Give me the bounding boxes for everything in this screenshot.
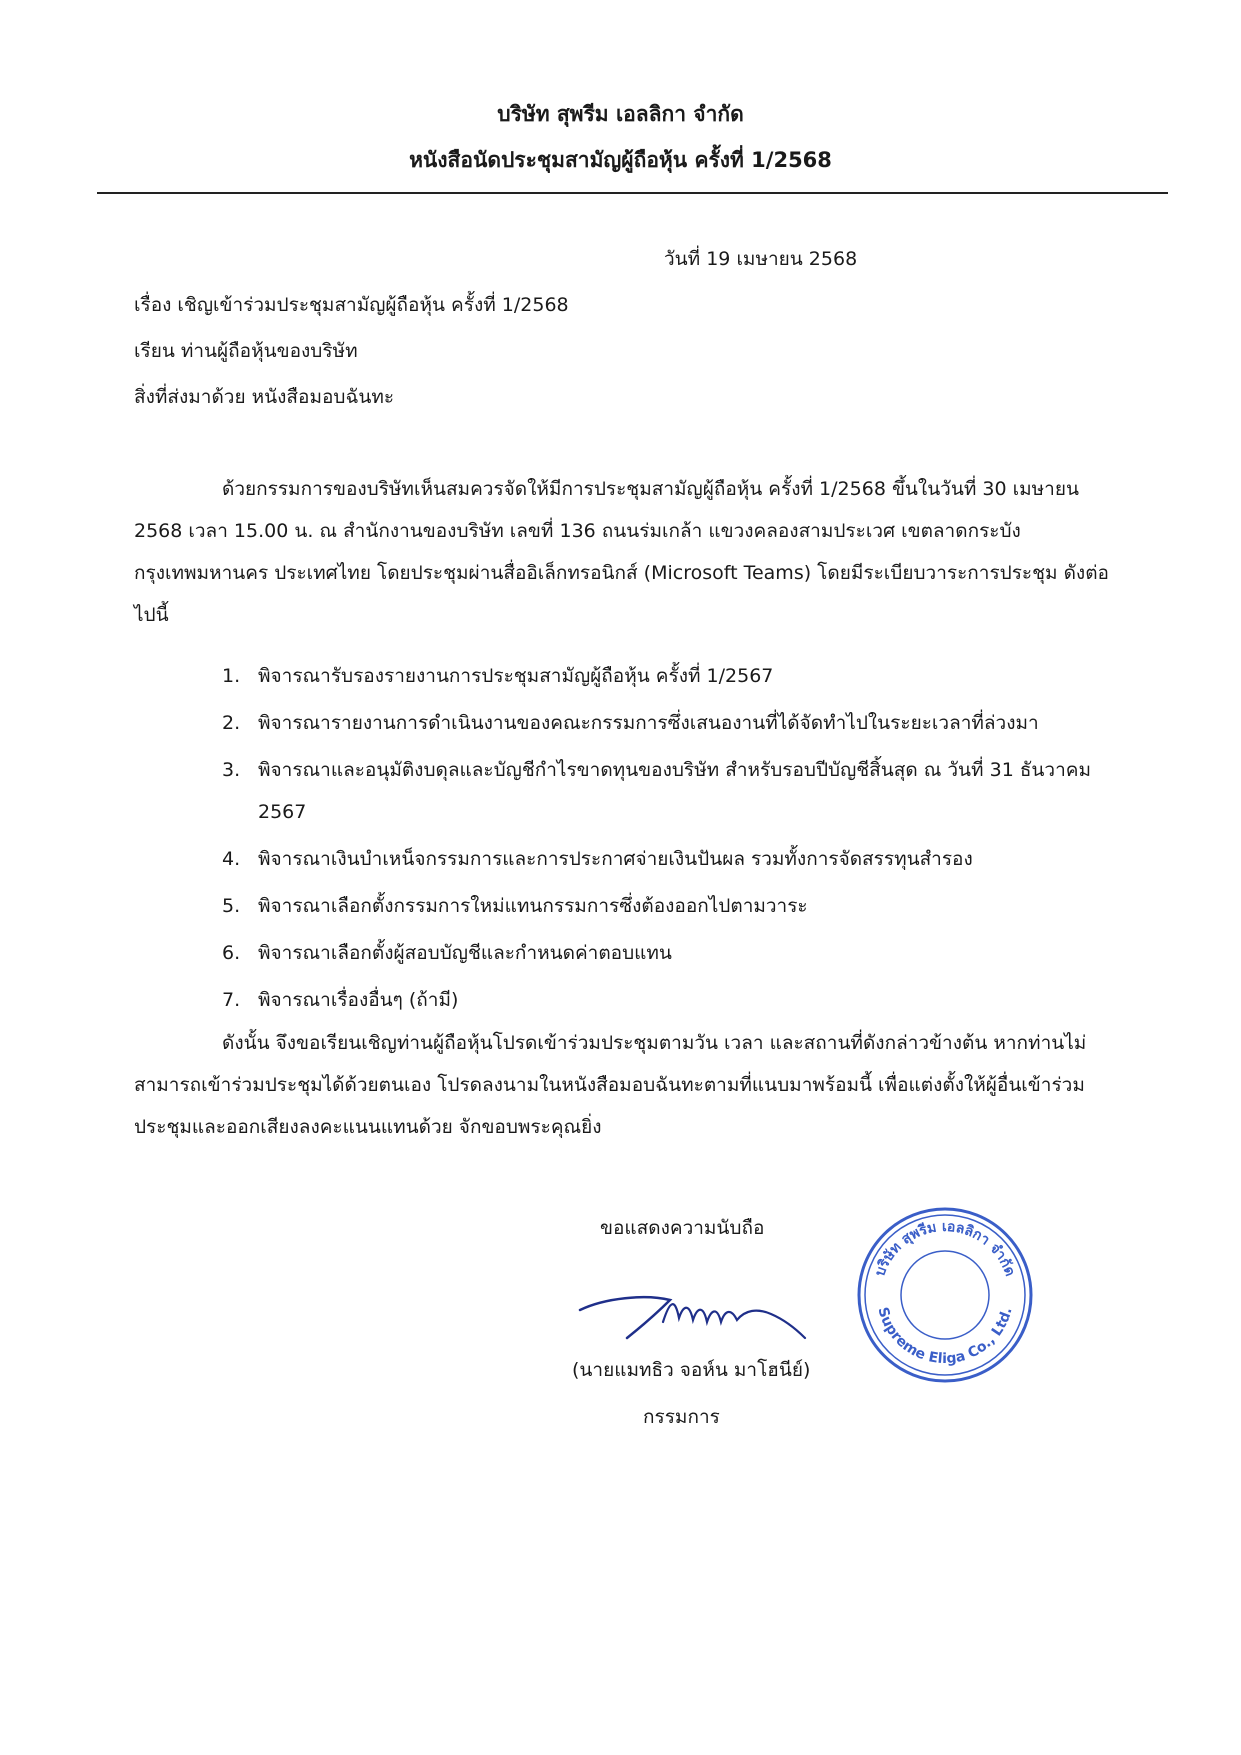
company-name: บริษัท สุพรีม เอลลิกา จำกัด <box>497 102 744 126</box>
agenda-item <box>222 749 1122 833</box>
agenda-item-text: พิจารณาและอนุมัติงบดุลและบัญชีกำไรขาดทุนของบริษัท สำหรับรอบปีบัญชีสิ้นสุด ณ วันที่ 31 ธันวาคม 2567 <box>258 759 1091 823</box>
seal-thai-text: บริษัท สุพรีม เอลลิกา จำกัด <box>872 1218 1018 1279</box>
agenda-item <box>222 932 1122 974</box>
agenda-item-number: 6. <box>222 942 241 964</box>
letter-recipient: เรียน ท่านผู้ถือหุ้นของบริษัท <box>134 340 358 362</box>
agenda-item-text: พิจารณาเลือกตั้งกรรมการใหม่แทนกรรมการซึ่งต้องออกไปตามวาระ <box>258 895 808 917</box>
seal-english-text: Supreme Eliga Co., Ltd. <box>874 1305 1016 1368</box>
closing-paragraph: ดังนั้น จึงขอเรียนเชิญท่านผู้ถือหุ้นโปรดเข้าร่วมประชุมตามวัน เวลา และสถานที่ดังกล่าวข้างต้น หากท่านไม่สามารถเข้าร่วมประชุมได้ด้วยตนเอง โปรดลงนามในหนังสือมอบฉันทะตามที่แนบมาพร้อมนี้ เพื่อแต่งตั้งให้ผู้อื่นเข้าร่วมประชุมและออกเสียงลงคะแนนแทนด้วย จักขอบพระคุณยิ่ง <box>134 1032 1087 1138</box>
agenda-item-text: พิจารณาเรื่องอื่นๆ (ถ้ามี) <box>258 989 459 1011</box>
letter-subject: เรื่อง เชิญเข้าร่วมประชุมสามัญผู้ถือหุ้น ครั้งที่ 1/2568 <box>134 294 569 316</box>
letter-enclosure: สิ่งที่ส่งมาด้วย หนังสือมอบฉันทะ <box>134 386 395 408</box>
letter-date: วันที่ 19 เมษายน 2568 <box>664 248 858 270</box>
agenda-item-number: 3. <box>222 759 241 781</box>
agenda-list <box>222 655 1122 1026</box>
agenda-item <box>222 979 1122 1021</box>
agenda-item-number: 5. <box>222 895 241 917</box>
agenda-item-number: 7. <box>222 989 241 1011</box>
agenda-item <box>222 838 1122 880</box>
agenda-item-number: 4. <box>222 848 241 870</box>
signer-position: กรรมการ <box>643 1406 720 1428</box>
agenda-item-number: 2. <box>222 712 241 734</box>
agenda-item-text: พิจารณาเลือกตั้งผู้สอบบัญชีและกำหนดค่าตอบแทน <box>258 942 672 964</box>
agenda-item <box>222 655 1122 697</box>
handwritten-signature <box>575 1280 835 1350</box>
closing-salutation: ขอแสดงความนับถือ <box>600 1217 765 1239</box>
header-divider <box>97 192 1168 194</box>
agenda-item-number: 1. <box>222 665 241 687</box>
intro-paragraph: ด้วยกรรมการของบริษัทเห็นสมควรจัดให้มีการประชุมสามัญผู้ถือหุ้น ครั้งที่ 1/2568 ขึ้นในวันที่ 30 เมษายน 2568 เวลา 15.00 น. ณ สำนักงานของบริษัท เลขที่ 136 ถนนร่มเกล้า แขวงคลองสามประเวศ เขตลาดกระบัง กรุงเทพมหานคร ประเทศไทย โดยประชุมผ่านสื่ออิเล็กทรอนิกส์ (Microsoft Teams) โดยมีระเบียบวาระการประชุม ดังต่อไปนี้ <box>134 478 1109 626</box>
agenda-item-text: พิจารณาเงินบำเหน็จกรรมการและการประกาศจ่ายเงินปันผล รวมทั้งการจัดสรรทุนสำรอง <box>258 848 973 870</box>
document-title: หนังสือนัดประชุมสามัญผู้ถือหุ้น ครั้งที่ 1/2568 <box>409 148 832 172</box>
agenda-item <box>222 702 1122 744</box>
signer-name: (นายแมทธิว จอห์น มาโฮนีย์) <box>572 1359 811 1381</box>
agenda-item-text: พิจารณารายงานการดำเนินงานของคณะกรรมการซึ่งเสนองานที่ได้จัดทำไปในระยะเวลาที่ล่วงมา <box>258 712 1039 734</box>
agenda-item <box>222 885 1122 927</box>
company-seal <box>855 1205 1035 1385</box>
agenda-item-text: พิจารณารับรองรายงานการประชุมสามัญผู้ถือหุ้น ครั้งที่ 1/2567 <box>258 665 774 687</box>
